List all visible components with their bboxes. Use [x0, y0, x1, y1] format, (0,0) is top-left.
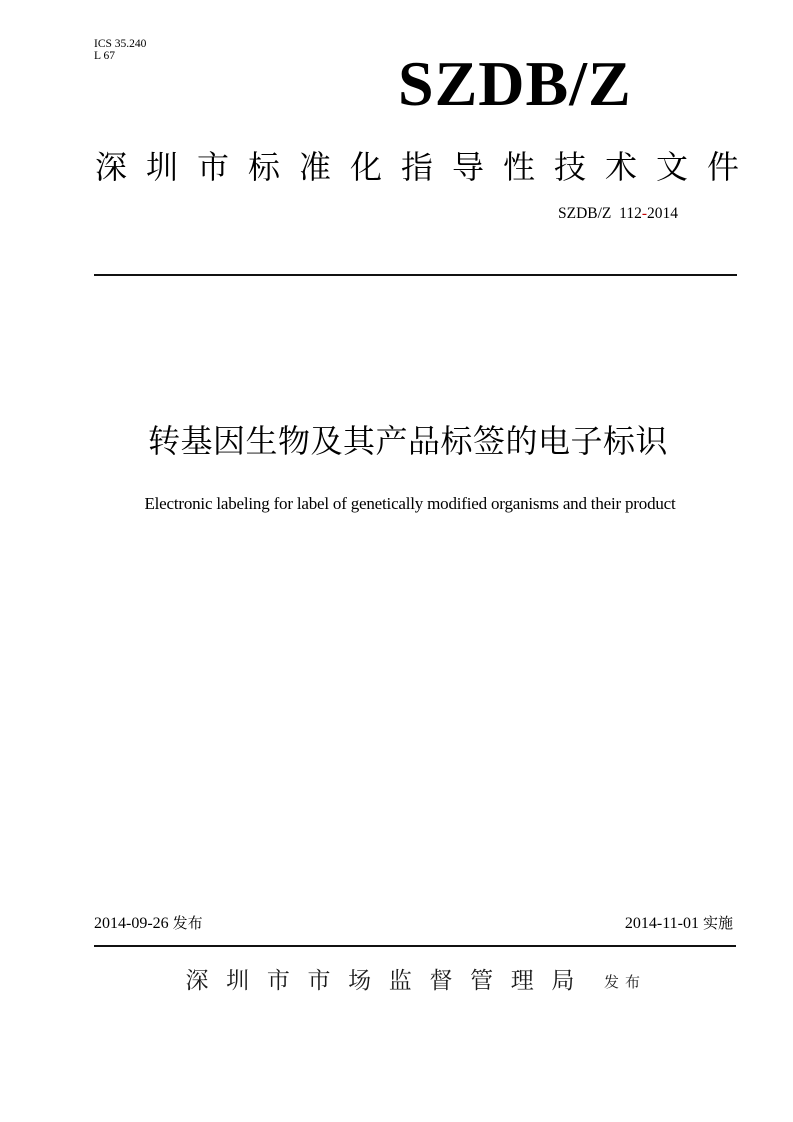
doc-type-char: 导 [451, 148, 484, 186]
document-title-chinese: 转基因生物及其产品标签的电子标识 [147, 422, 668, 460]
doc-type-char: 术 [604, 148, 637, 186]
implementation-date-line [625, 913, 733, 934]
document-number [558, 205, 678, 223]
doc-number-dash: - [641, 205, 647, 222]
ics-code: ICS 35.240 [94, 38, 147, 50]
publisher-char: 督 [429, 968, 453, 994]
doc-type-char: 性 [502, 148, 535, 186]
publisher-char: 市 [266, 968, 290, 994]
publisher-char: 理 [510, 968, 534, 994]
document-type-heading [94, 146, 740, 188]
doc-type-char: 市 [196, 148, 229, 186]
publisher-char: 圳 [226, 968, 250, 994]
bottom-divider [94, 945, 736, 947]
doc-type-char: 文 [655, 148, 688, 186]
publisher-char: 监 [388, 968, 412, 994]
doc-number-prefix: SZDB/Z 112 [558, 205, 642, 222]
issue-date-line [94, 913, 203, 934]
ccs-code: L 67 [94, 50, 115, 62]
doc-type-char: 件 [706, 148, 739, 186]
doc-type-char: 圳 [145, 148, 178, 186]
doc-type-char: 准 [298, 148, 331, 186]
implementation-date: 2014-11-01 [624, 915, 699, 932]
document-title-english: Electronic labeling for label of genetically modified organisms and their product [144, 494, 676, 513]
top-divider [94, 274, 737, 276]
doc-type-char: 标 [247, 148, 280, 186]
publisher-line [184, 964, 646, 998]
doc-type-char: 指 [400, 148, 433, 186]
publisher-char: 场 [348, 968, 372, 994]
publisher-char: 管 [470, 968, 494, 994]
publisher-char: 局 [551, 968, 575, 994]
doc-type-char: 技 [553, 148, 586, 186]
standard-mark: SZDB/Z [398, 48, 632, 119]
doc-type-char: 化 [349, 148, 382, 186]
publisher-name [184, 966, 576, 996]
publisher-suffix: 发布 [604, 972, 647, 991]
doc-number-year: 2014 [647, 205, 678, 222]
publisher-char: 深 [185, 968, 209, 994]
classification-codes [94, 38, 146, 62]
publisher-char: 市 [307, 968, 331, 994]
implementation-label: 实施 [702, 914, 733, 932]
doc-type-char: 深 [94, 148, 127, 186]
issue-label: 发布 [172, 914, 203, 932]
issue-date: 2014-09-26 [94, 915, 169, 932]
